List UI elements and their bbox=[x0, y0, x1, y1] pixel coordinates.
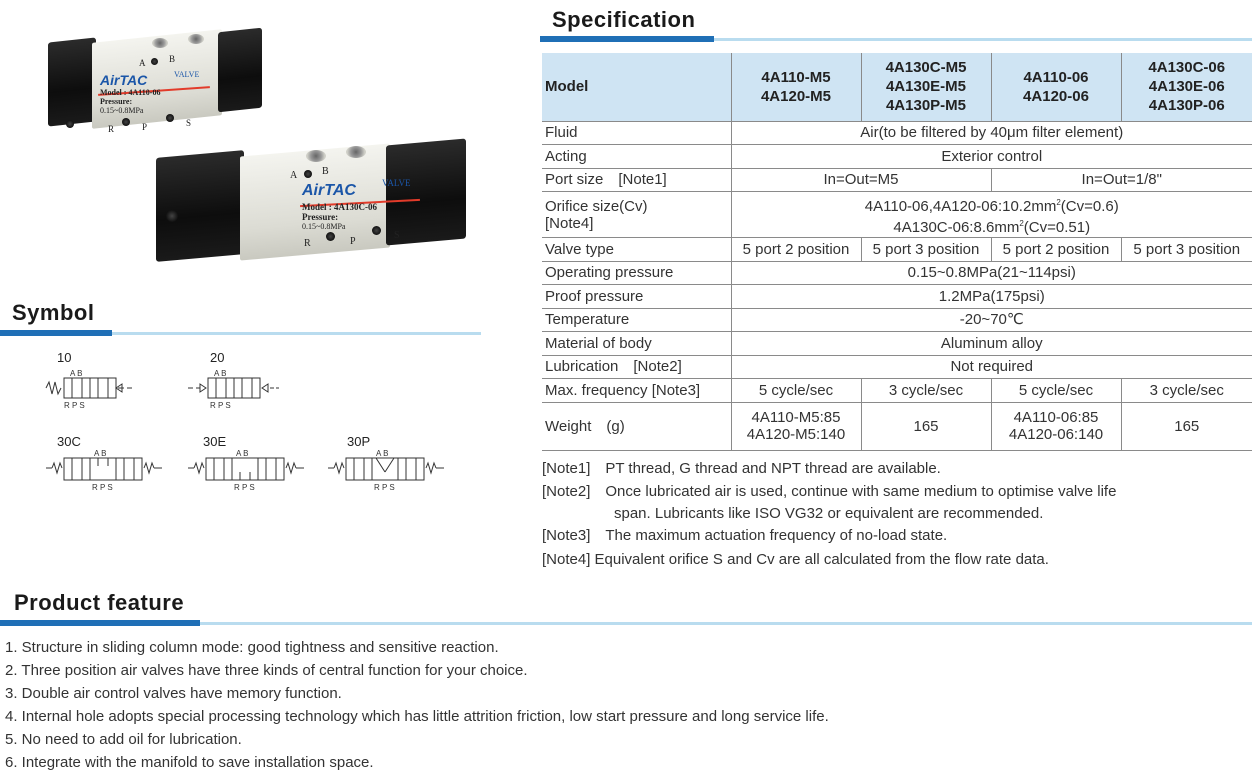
table-row-port-size bbox=[542, 168, 1252, 192]
note-2-continued: span. Lubricants like ISO VG32 or equivalent are recommended. bbox=[614, 505, 1044, 522]
row-label: Operating pressure bbox=[542, 261, 731, 285]
row-value: Exterior control bbox=[731, 145, 1252, 169]
row-value: Aluminum alloy bbox=[731, 332, 1252, 356]
product-feature-heading: Product feature bbox=[14, 590, 185, 615]
notes-block bbox=[542, 458, 1116, 571]
brand-logo: AirTAC bbox=[100, 72, 148, 88]
row-value: 1.2MPa(175psi) bbox=[731, 285, 1252, 309]
port-r-label: R bbox=[304, 238, 311, 249]
mount-hole bbox=[326, 232, 335, 241]
row-label: Fluid bbox=[542, 121, 731, 145]
header-col-3: 4A110-06 4A120-06 bbox=[991, 53, 1121, 121]
row-value: 3 cycle/sec bbox=[861, 379, 991, 403]
row-value: 4A110-M5:85 4A120-M5:140 bbox=[731, 402, 861, 450]
row-value: 4A110-06:85 4A120-06:140 bbox=[991, 402, 1121, 450]
port-label-top: A B bbox=[376, 450, 389, 458]
table-row-weight bbox=[542, 402, 1252, 450]
row-value: 3 cycle/sec bbox=[1121, 379, 1252, 403]
row-value: Not required bbox=[731, 355, 1252, 379]
port-label-bottom: R P S bbox=[210, 401, 231, 410]
row-value: Air(to be filtered by 40μm filter element) bbox=[731, 121, 1252, 145]
row-label: Acting bbox=[542, 145, 731, 169]
symbol-label-30e: 30E bbox=[203, 434, 227, 449]
valve-symbol-30p bbox=[326, 450, 446, 492]
port-hole bbox=[306, 150, 326, 162]
feature-item: 4. Internal hole adopts special processing technology which has little attrition friction, low start pressure and long service life. bbox=[5, 708, 829, 725]
header-col-2: 4A130C-M5 4A130E-M5 4A130P-M5 bbox=[861, 53, 991, 121]
feature-item: 1. Structure in sliding column mode: good tightness and sensitive reaction. bbox=[5, 639, 499, 656]
port-label-bottom: R P S bbox=[374, 483, 395, 492]
port-label-top: A B bbox=[214, 369, 227, 378]
port-b-label: B bbox=[169, 54, 176, 64]
row-value: -20~70℃ bbox=[731, 308, 1252, 332]
row-label: Lubrication [Note2] bbox=[542, 355, 731, 379]
table-row-valve-type bbox=[542, 238, 1252, 262]
port-a-label: A bbox=[290, 170, 298, 181]
mount-hole bbox=[122, 118, 130, 126]
port-r-label: R bbox=[108, 124, 115, 134]
port-p-label: P bbox=[142, 122, 148, 132]
feature-item: 2. Three position air valves have three kinds of central function for your choice. bbox=[5, 662, 528, 679]
header-col-1: 4A110-M5 4A120-M5 bbox=[731, 53, 861, 121]
feature-item: 5. No need to add oil for lubrication. bbox=[5, 731, 242, 748]
table-row-fluid bbox=[542, 121, 1252, 145]
valve-symbol-10 bbox=[44, 368, 134, 410]
port-label-bottom: R P S bbox=[234, 483, 255, 492]
table-row-material bbox=[542, 332, 1252, 356]
pressure-plate: Pressure: bbox=[100, 97, 133, 106]
end-cap-left bbox=[156, 150, 244, 262]
pressure-range: 0.15~0.8MPa bbox=[100, 106, 144, 115]
port-s-label: S bbox=[186, 118, 192, 128]
symbol-label-20: 20 bbox=[210, 350, 225, 365]
row-value: In=Out=1/8" bbox=[991, 168, 1252, 192]
row-value: 5 port 2 position bbox=[731, 238, 861, 262]
row-value: 5 cycle/sec bbox=[991, 379, 1121, 403]
feature-list bbox=[5, 636, 829, 774]
header-col-4: 4A130C-06 4A130E-06 4A130P-06 bbox=[1121, 53, 1252, 121]
row-value: 0.15~0.8MPa(21~114psi) bbox=[731, 261, 1252, 285]
valve-badge: VALVE bbox=[174, 70, 200, 79]
brand-logo: AirTAC bbox=[302, 182, 356, 199]
port-hole bbox=[188, 34, 204, 44]
port-p-label: P bbox=[350, 236, 356, 247]
symbol-heading: Symbol bbox=[12, 300, 95, 325]
note-1: [Note1] PT thread, G thread and NPT thread are available. bbox=[542, 460, 941, 477]
feature-item: 6. Integrate with the manifold to save installation space. bbox=[5, 754, 374, 771]
valve-symbol-30e bbox=[186, 450, 306, 492]
row-value: 5 cycle/sec bbox=[731, 379, 861, 403]
row-value: $4A110-06,4A120-06:10.2mm^2(Cv=0.6)$ $4A130C-06:8.6mm^2(Cv=0.51)$ bbox=[731, 192, 1252, 238]
product-photo-4a110 bbox=[48, 30, 268, 140]
row-value: In=Out=M5 bbox=[731, 168, 991, 192]
specification-rule bbox=[540, 36, 1252, 42]
port-label-top: A B bbox=[70, 369, 83, 378]
pressure-range: 0.15~0.8MPa bbox=[302, 222, 346, 231]
end-cap-left bbox=[48, 37, 96, 126]
model-plate: Model : 4A130C-06 bbox=[302, 202, 377, 212]
row-label: Max. frequency [Note3] bbox=[542, 379, 731, 403]
row-value: 5 port 3 position bbox=[861, 238, 991, 262]
symbol-label-30p: 30P bbox=[347, 434, 371, 449]
note-2: [Note2] Once lubricated air is used, continue with same medium to optimise valve life bbox=[542, 483, 1117, 500]
row-value: 5 port 3 position bbox=[1121, 238, 1252, 262]
end-cap-right bbox=[218, 28, 262, 113]
valve-symbol-30c bbox=[44, 450, 164, 492]
port-s-label: S bbox=[394, 230, 400, 241]
model-plate: Model : 4A110-06 bbox=[100, 88, 161, 97]
port-b-label: B bbox=[322, 166, 329, 177]
row-label: Port size [Note1] bbox=[542, 168, 731, 192]
row-label: Valve type bbox=[542, 238, 731, 262]
symbol-label-10: 10 bbox=[57, 350, 72, 365]
row-value: 165 bbox=[1121, 402, 1252, 450]
table-row-temperature bbox=[542, 308, 1252, 332]
table-row-lubrication bbox=[542, 355, 1252, 379]
row-label: Orifice size(Cv) [Note4] bbox=[542, 192, 731, 238]
side-port bbox=[166, 210, 178, 222]
mount-hole bbox=[66, 120, 74, 128]
specification-heading: Specification bbox=[552, 7, 696, 32]
port-label-top: A B bbox=[94, 450, 107, 458]
note-3: [Note3] The maximum actuation frequency of no-load state. bbox=[542, 527, 948, 544]
header-model: Model bbox=[542, 53, 731, 121]
port-label-bottom: R P S bbox=[64, 401, 85, 410]
mount-hole bbox=[166, 114, 174, 122]
specification-table bbox=[542, 53, 1252, 451]
row-label: Temperature bbox=[542, 308, 731, 332]
row-label: Material of body bbox=[542, 332, 731, 356]
port-hole bbox=[346, 146, 366, 158]
product-photo-4a130c bbox=[150, 140, 480, 270]
product-feature-rule bbox=[0, 620, 1252, 626]
table-row-max-frequency bbox=[542, 379, 1252, 403]
row-value: 5 port 2 position bbox=[991, 238, 1121, 262]
valve-symbol-20 bbox=[186, 368, 280, 410]
row-label: Proof pressure bbox=[542, 285, 731, 309]
symbol-label-30c: 30C bbox=[57, 434, 81, 449]
table-row-acting bbox=[542, 145, 1252, 169]
note-4: [Note4] Equivalent orifice S and Cv are all calculated from the flow rate data. bbox=[542, 551, 1049, 568]
port-plug bbox=[304, 170, 312, 178]
port-a-label: A bbox=[139, 58, 146, 68]
port-label-top: A B bbox=[236, 450, 249, 458]
symbol-rule bbox=[0, 330, 481, 336]
pressure-plate: Pressure: bbox=[302, 212, 339, 222]
table-header-row bbox=[542, 53, 1252, 121]
port-label-bottom: R P S bbox=[92, 483, 113, 492]
mount-hole bbox=[372, 226, 381, 235]
row-label: Weight (g) bbox=[542, 402, 731, 450]
table-row-proof-pressure bbox=[542, 285, 1252, 309]
port-plug bbox=[151, 58, 158, 65]
port-hole bbox=[152, 38, 168, 48]
feature-item: 3. Double air control valves have memory function. bbox=[5, 685, 342, 702]
table-row-operating-pressure bbox=[542, 261, 1252, 285]
row-value: 165 bbox=[861, 402, 991, 450]
valve-badge: VALVE bbox=[382, 178, 411, 188]
table-row-orifice bbox=[542, 192, 1252, 238]
